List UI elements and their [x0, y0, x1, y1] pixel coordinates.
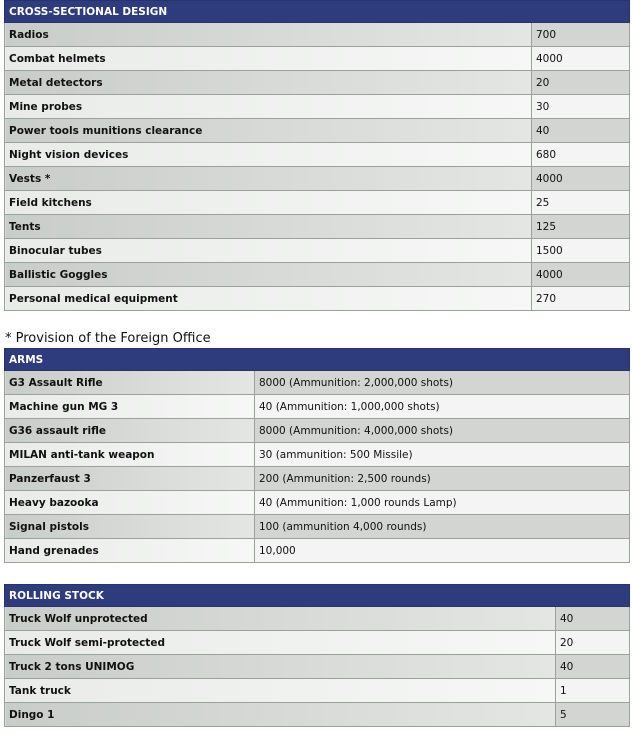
item-quantity: 270: [532, 287, 630, 311]
item-quantity: 700: [532, 23, 630, 47]
item-quantity: 1: [556, 679, 630, 703]
item-quantity: 1500: [532, 239, 630, 263]
item-name: Combat helmets: [5, 47, 532, 71]
table-row: [5, 167, 630, 191]
table-row: [5, 47, 630, 71]
item-quantity: 8000 (Ammunition: 4,000,000 shots): [255, 419, 630, 443]
item-name: Ballistic Goggles: [5, 263, 532, 287]
item-quantity: 40: [532, 119, 630, 143]
table-row: [5, 395, 630, 419]
item-quantity: 30 (ammunition: 500 Missile): [255, 443, 630, 467]
item-name: Vests *: [5, 167, 532, 191]
table-row: [5, 119, 630, 143]
table-row: [5, 263, 630, 287]
table-row: [5, 371, 630, 395]
footnote: * Provision of the Foreign Office: [5, 331, 211, 346]
item-quantity: 8000 (Ammunition: 2,000,000 shots): [255, 371, 630, 395]
table-row: [5, 515, 630, 539]
item-name: Signal pistols: [5, 515, 255, 539]
item-name: G36 assault rifle: [5, 419, 255, 443]
item-name: Field kitchens: [5, 191, 532, 215]
table-row: [5, 539, 630, 563]
item-name: Mine probes: [5, 95, 532, 119]
table-row: [5, 607, 630, 631]
item-name: Night vision devices: [5, 143, 532, 167]
table-row: [5, 239, 630, 263]
table-row: [5, 191, 630, 215]
table-row: [5, 655, 630, 679]
item-name: Metal detectors: [5, 71, 532, 95]
item-quantity: 40 (Ammunition: 1,000 rounds Lamp): [255, 491, 630, 515]
item-quantity: 40 (Ammunition: 1,000,000 shots): [255, 395, 630, 419]
table-row: [5, 467, 630, 491]
table-row: [5, 287, 630, 311]
item-quantity: 5: [556, 703, 630, 727]
item-name: Tents: [5, 215, 532, 239]
table-header: ARMS: [5, 349, 630, 371]
table-row: [5, 443, 630, 467]
item-quantity: 4000: [532, 263, 630, 287]
item-quantity: 25: [532, 191, 630, 215]
item-quantity: 200 (Ammunition: 2,500 rounds): [255, 467, 630, 491]
item-name: Dingo 1: [5, 703, 556, 727]
arms-table: [4, 348, 630, 563]
item-name: Truck Wolf unprotected: [5, 607, 556, 631]
table-row: [5, 215, 630, 239]
item-quantity: 4000: [532, 47, 630, 71]
item-quantity: 100 (ammunition 4,000 rounds): [255, 515, 630, 539]
item-name: Truck Wolf semi-protected: [5, 631, 556, 655]
item-name: MILAN anti-tank weapon: [5, 443, 255, 467]
item-quantity: 125: [532, 215, 630, 239]
item-name: Panzerfaust 3: [5, 467, 255, 491]
table-row: [5, 23, 630, 47]
table-row: [5, 679, 630, 703]
item-name: Heavy bazooka: [5, 491, 255, 515]
item-name: Truck 2 tons UNIMOG: [5, 655, 556, 679]
item-name: Radios: [5, 23, 532, 47]
item-name: Power tools munitions clearance: [5, 119, 532, 143]
rolling-stock-table: [4, 584, 630, 727]
item-quantity: 10,000: [255, 539, 630, 563]
table-header: CROSS-SECTIONAL DESIGN: [5, 1, 630, 23]
table-header: ROLLING STOCK: [5, 585, 630, 607]
item-quantity: 40: [556, 607, 630, 631]
item-name: Machine gun MG 3: [5, 395, 255, 419]
table-row: [5, 703, 630, 727]
item-quantity: 680: [532, 143, 630, 167]
item-quantity: 20: [556, 631, 630, 655]
table-row: [5, 143, 630, 167]
item-quantity: 20: [532, 71, 630, 95]
cross-sectional-design-table: [4, 0, 630, 311]
item-name: Hand grenades: [5, 539, 255, 563]
table-row: [5, 631, 630, 655]
item-quantity: 4000: [532, 167, 630, 191]
table-row: [5, 491, 630, 515]
item-name: Personal medical equipment: [5, 287, 532, 311]
table-row: [5, 71, 630, 95]
item-name: G3 Assault Rifle: [5, 371, 255, 395]
item-quantity: 40: [556, 655, 630, 679]
table-row: [5, 95, 630, 119]
item-name: Tank truck: [5, 679, 556, 703]
item-quantity: 30: [532, 95, 630, 119]
item-name: Binocular tubes: [5, 239, 532, 263]
table-row: [5, 419, 630, 443]
